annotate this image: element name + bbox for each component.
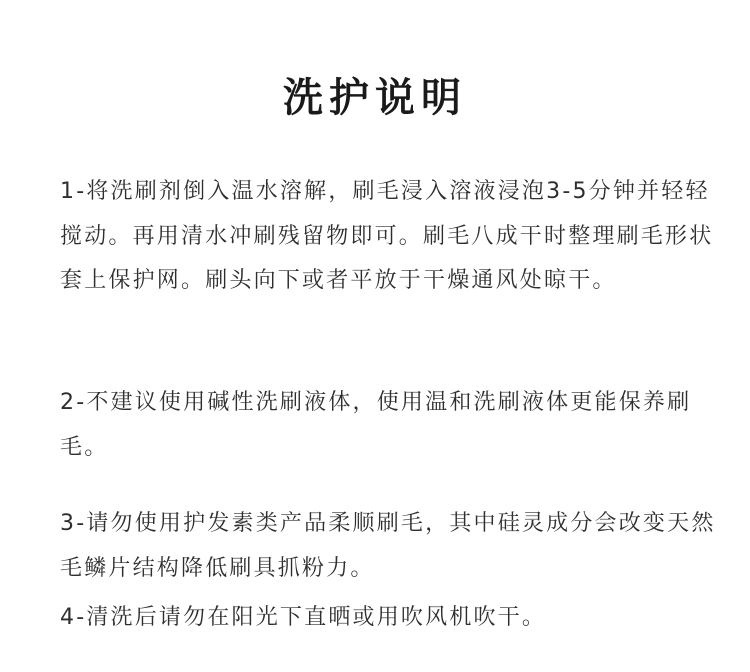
instruction-item-2: 2-不建议使用碱性洗刷液体，使用温和洗刷液体更能保养刷毛。 <box>60 390 692 460</box>
instruction-item-1: 1-将洗刷剂倒入温水溶解，刷毛浸入溶液浸泡3-5分钟并轻轻搅动。再用清水冲刷残留物即可。刷毛八成干时整理刷毛形状套上保护网。刷头向下或者平放于干燥通风处晾干。 <box>60 179 714 293</box>
page-title: 洗护说明 <box>283 75 467 121</box>
instruction-item-4: 4-清洗后请勿在阳光下直晒或用吹风机吹干。 <box>60 605 547 630</box>
instruction-item-3: 3-请勿使用护发素类产品柔顺刷毛，其中硅灵成分会改变天然毛鳞片结构降低刷具抓粉力。 <box>60 511 716 581</box>
